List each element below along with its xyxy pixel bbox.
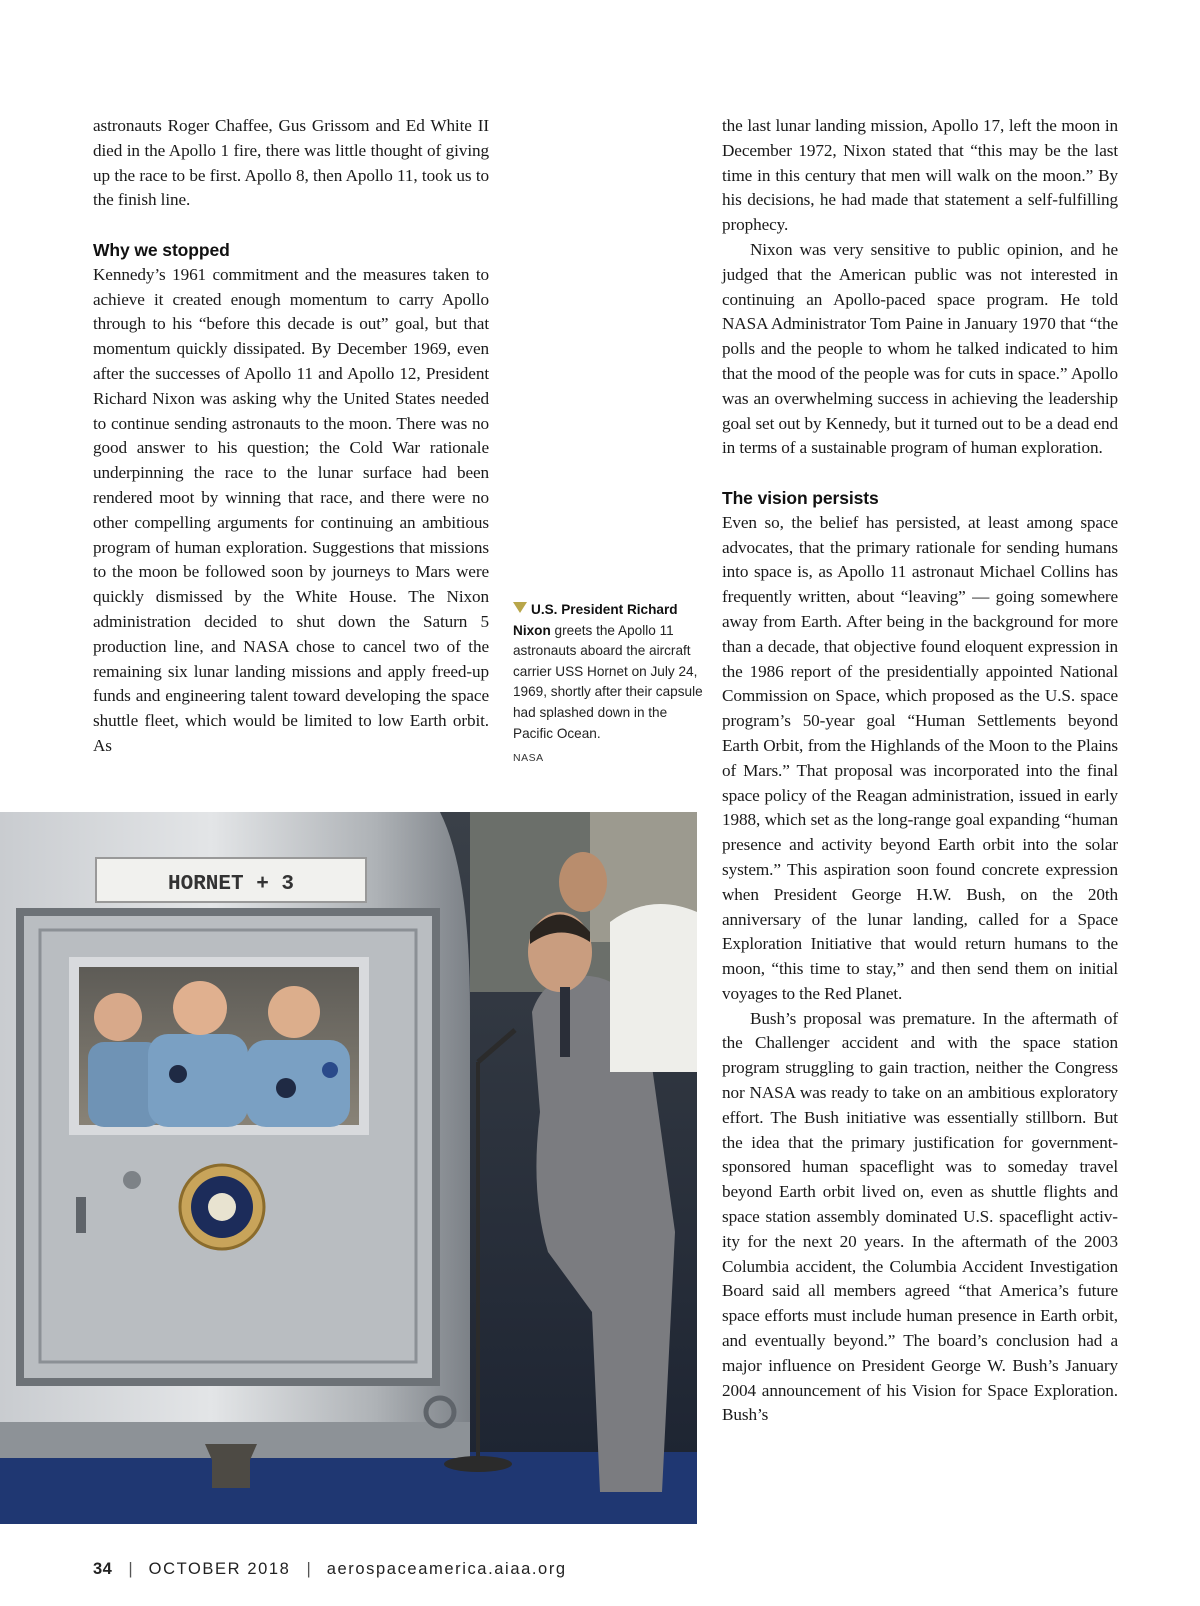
caption-body: greets the Apollo 11 astronauts aboard the aircraft carrier USS Hornet on July 24, 1969, shortly after their capsule had splashed down in the Pacific Ocean. [513,622,703,741]
paragraph: the last lunar landing mission, Apollo 17, left the moon in December 1972, Nixon stated that “this may be the last time in this century that men will walk on the moon.” By his decisions, he had made that statement a self-fulfilling prophecy. [722,116,1118,235]
section-heading: The vision persists [722,487,879,508]
footer-divider: | [128,1560,133,1578]
photo-caption [513,600,703,769]
paragraph: Even so, the belief has persisted, at least among space advocates, that the primary rationale for sending humans into space is, as Apollo 11 astronaut Michael Collins has frequently written, about “leaving” — going somewhere away from Earth. After being in the background for more than a decade, that objective found eloquent expression in the 1986 report of the presidentially appointed National Commission on Space, which proposed as the U.S. space program’s 50-year goal “Human Settlements beyond Earth Orbit, from the Highlands of the Moon to the Plains of Mars.” That proposal was incorporated into the final space policy of the Reagan administration, issued in early 1988, which set as the long-range goal expanding “human presence and activity beyond Earth orbit into the solar system.” This aspiration soon found concrete expression when President George H.W. Bush, on the 20th anniversary of the lunar landing, called for a Space Exploration Initiative that would return humans to the moon, “this time to stay,” and then send them on initial voyages to the Red Planet. [722,512,1118,1003]
publication-url[interactable]: aerospaceamerica.aiaa.org [326,1560,567,1578]
caption-triangle-icon [513,602,527,613]
section-heading: Why we stopped [93,239,230,260]
paragraph: astronauts Roger Chaffee, Gus Grissom and Ed White II died in the Apollo 1 fire, there was little thought of giving up the race to be first. Apollo 8, then Apollo 11, took us to the finish line. [93,116,489,210]
paragraph: Kennedy’s 1961 commitment and the measures taken to achieve it created enough momentum to carry Apollo through to his “before this decade is out” goal, but that momentum quickly dissipated. By December 1969, even after the successes of Apollo 11 and Apollo 12, President Richard Nixon was asking why the United States needed to continue sending astronauts to the moon. There was no good answer to his question; the Cold War rationale underpinning the race to the lunar surface had been rendered moot by winning that race, and there were no other compelling arguments for continuing an ambitious program of human exploration. Suggestions that missions to the moon be followed soon by journeys to Mars were quickly dismissed by the White House. The Nixon administration decided to shut down the Saturn 5 production line, and NASA chose to cancel two of the remaining six lunar landing missions and apply freed-up funds and engineering talent toward developing the space shuttle fleet, which would be limited to low Earth orbit. As [93,264,489,755]
caption-lead: U.S. President Richard Nixon [513,602,678,638]
article-column-left [93,114,489,759]
footer-divider: | [306,1560,311,1578]
astronauts [88,981,350,1127]
article-column-right [722,114,1118,1428]
issue-date: OCTOBER 2018 [148,1560,291,1578]
photo-credit: NASA [513,752,544,765]
photo-illustration [0,812,697,1524]
hornet-sign: HORNET + 3 [167,873,295,896]
paragraph: Bush’s proposal was premature. In the aftermath of the Challenger accident and with the space station program struggling to gain traction, neither the Congress nor NASA was ready to take on an ambitious exploratory effort. The Bush initiative was essentially stillborn. But the idea that the primary justification for government-sponsored human spaceflight was to someday travel beyond Earth orbit lived on, even as shuttle flights and space station assembly dominated U.S. spaceflight activity for the next 20 years. In the aftermath of the 2003 Columbia accident, the Columbia Accident Investigation Board said all members agreed “that America’s future space efforts must include human presence in Earth orbit, and eventually beyond.” The board’s conclusion had a major influence on President George W. Bush’s January 2004 announcement of his Vision for Space Exploration. Bush’s [722,1008,1118,1425]
article-photo [0,812,697,1524]
paragraph: Nixon was very sensitive to public opinion, and he judged that the American public was not interested in continuing an Apollo-paced space program. He told NASA Administrator Tom Paine in January 1970 that “the polls and the people to whom he talked indicated to him that the mood of the people was for cuts in space.” Apollo was an overwhelming success in achieving the leadership goal set out by Kennedy, but it turned out to be a dead end in terms of a sustainable program of human exploration. [722,239,1118,458]
page-footer [93,1560,567,1579]
page-number: 34 [93,1560,113,1578]
